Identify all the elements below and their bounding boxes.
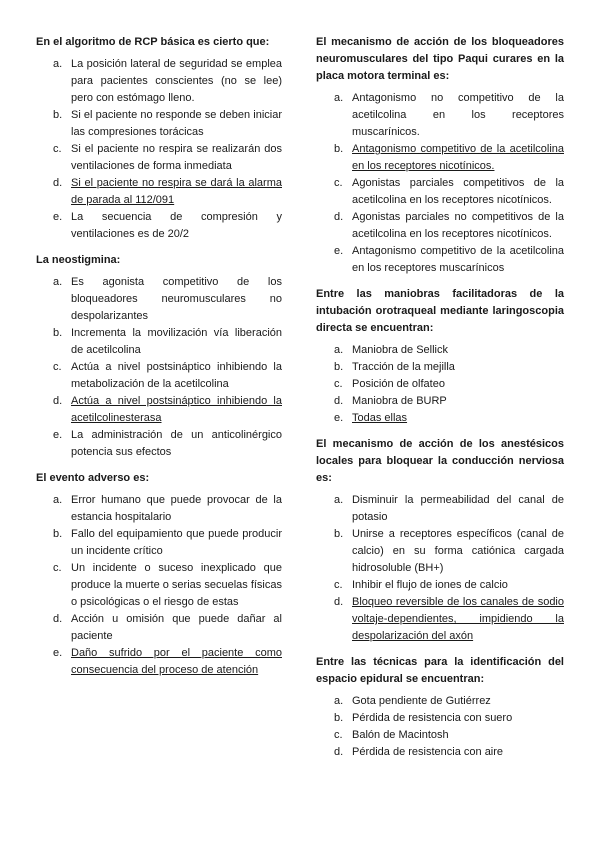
answer-option <box>316 744 564 761</box>
option-letter: e. <box>53 429 63 441</box>
answer-option <box>36 141 282 175</box>
option-letter: a. <box>334 344 344 356</box>
answer-option <box>316 710 564 727</box>
option-letter: d. <box>334 211 344 223</box>
answer-option-correct <box>316 410 564 427</box>
answer-option-correct <box>36 175 282 209</box>
option-text: Agonistas parciales competitivos de la acetilcolina en los receptores nicotínicos. <box>352 177 564 206</box>
option-text: Tracción de la mejilla <box>352 361 455 373</box>
answer-option <box>316 727 564 744</box>
answer-option <box>316 209 564 243</box>
answer-option <box>316 90 564 141</box>
question-title: El evento adverso es: <box>36 472 150 484</box>
option-list <box>36 492 282 679</box>
option-text: Agonistas parciales no competitivos de la acetilcolina en los receptores nicotínicos. <box>352 211 564 240</box>
question-title: El mecanismo de acción de los bloqueadores neuromusculares del tipo Paqui curares en la placa motora terminal es: <box>316 36 564 82</box>
answer-option-correct <box>316 141 564 175</box>
option-text: Actúa a nivel postsináptico inhibiendo la metabolización de la acetilcolina <box>71 361 282 390</box>
question-block <box>36 252 282 461</box>
option-text: Balón de Macintosh <box>352 729 449 741</box>
option-letter: b. <box>334 712 344 724</box>
option-letter: e. <box>334 412 344 424</box>
option-letter: e. <box>334 245 344 257</box>
answer-option <box>36 209 282 243</box>
option-text: Es agonista competitivo de los bloqueadores neuromusculares no despolarizantes <box>71 276 282 322</box>
option-text: Si el paciente no respira se dará la alarma de parada al 112/091 <box>71 177 282 206</box>
option-text: Fallo del equipamiento que puede producir un incidente crítico <box>71 528 282 557</box>
option-letter: d. <box>53 177 63 189</box>
option-letter: d. <box>334 746 344 758</box>
option-letter: c. <box>53 143 62 155</box>
option-text: Antagonismo no competitivo de la acetilcolina en los receptores muscarínicos. <box>352 92 564 138</box>
option-list <box>316 90 564 277</box>
answer-option <box>36 611 282 645</box>
option-text: Si el paciente no responde se deben iniciar las compresiones torácicas <box>71 109 282 138</box>
question-block <box>316 34 564 277</box>
option-text: Inhibir el flujo de iones de calcio <box>352 579 508 591</box>
answer-option <box>316 376 564 393</box>
option-text: Un incidente o suceso inexplicado que produce la muerte o serias secuelas físicas o psicológicas o el riesgo de estas <box>71 562 282 608</box>
question-block <box>316 436 564 645</box>
option-text: La secuencia de compresión y ventilaciones es de 20/2 <box>71 211 282 240</box>
option-text: Pérdida de resistencia con suero <box>352 712 513 724</box>
option-text: Maniobra de BURP <box>352 395 447 407</box>
question-block <box>36 470 282 679</box>
option-text: Bloqueo reversible de los canales de sodio voltaje-dependientes, impidiendo la despolarización del axón <box>352 596 564 642</box>
right-column <box>316 34 564 770</box>
answer-option-correct <box>316 594 564 645</box>
option-text: Antagonismo competitivo de la acetilcolina en los receptores nicotínicos. <box>352 143 564 172</box>
option-letter: c. <box>334 378 343 390</box>
option-letter: b. <box>334 361 344 373</box>
answer-option <box>316 577 564 594</box>
option-text: Si el paciente no respira se realizarán dos ventilaciones de forma inmediata <box>71 143 282 172</box>
option-letter: a. <box>53 58 63 70</box>
option-letter: c. <box>53 562 62 574</box>
option-text: Acción u omisión que puede dañar al paciente <box>71 613 282 642</box>
answer-option <box>316 342 564 359</box>
answer-option <box>316 492 564 526</box>
question-block <box>316 286 564 427</box>
answer-option-correct <box>36 645 282 679</box>
option-letter: a. <box>334 695 344 707</box>
option-letter: d. <box>53 395 63 407</box>
option-text: Todas ellas <box>352 412 408 424</box>
question-block <box>36 34 282 243</box>
option-letter: a. <box>53 276 63 288</box>
option-text: Disminuir la permeabilidad del canal de potasio <box>352 494 564 523</box>
option-letter: c. <box>334 579 343 591</box>
option-letter: c. <box>53 361 62 373</box>
option-text: Maniobra de Sellick <box>352 344 448 356</box>
option-text: Unirse a receptores específicos (canal de calcio) en su forma catiónica cargada hidrosoluble (BH+) <box>352 528 564 574</box>
answer-option <box>36 325 282 359</box>
option-letter: a. <box>334 92 344 104</box>
option-letter: c. <box>334 177 343 189</box>
answer-option <box>36 359 282 393</box>
option-text: Daño sufrido por el paciente como consecuencia del proceso de atención <box>71 647 282 676</box>
option-text: Gota pendiente de Gutiérrez <box>352 695 491 707</box>
answer-option <box>36 56 282 107</box>
option-letter: b. <box>53 327 63 339</box>
option-letter: c. <box>334 729 343 741</box>
option-letter: a. <box>334 494 344 506</box>
answer-option <box>316 243 564 277</box>
option-text: Posición de olfateo <box>352 378 445 390</box>
answer-option <box>316 526 564 577</box>
option-text: Pérdida de resistencia con aire <box>352 746 504 758</box>
option-list <box>36 274 282 461</box>
answer-option <box>36 274 282 325</box>
option-list <box>316 342 564 427</box>
left-column <box>36 34 282 688</box>
option-letter: b. <box>334 528 344 540</box>
answer-option-correct <box>36 393 282 427</box>
answer-option <box>36 427 282 461</box>
option-letter: d. <box>334 395 344 407</box>
option-text: La posición lateral de seguridad se emplea para pacientes conscientes (no se lee) pero con estómago lleno. <box>71 58 282 104</box>
option-list <box>36 56 282 243</box>
option-letter: d. <box>334 596 344 608</box>
question-title: En el algoritmo de RCP básica es cierto que: <box>36 36 270 48</box>
answer-option <box>316 693 564 710</box>
option-letter: b. <box>53 109 63 121</box>
question-title: Entre las técnicas para la identificación del espacio epidural se encuentran: <box>316 656 564 685</box>
answer-option <box>316 175 564 209</box>
option-list <box>316 693 564 761</box>
question-title: La neostigmina: <box>36 254 121 266</box>
answer-option <box>316 359 564 376</box>
question-title: Entre las maniobras facilitadoras de la intubación orotraqueal mediante laringoscopia directa se encuentran: <box>316 288 564 334</box>
option-text: Actúa a nivel postsináptico inhibiendo la acetilcolinesterasa <box>71 395 282 424</box>
option-letter: b. <box>334 143 344 155</box>
option-letter: e. <box>53 211 63 223</box>
option-letter: a. <box>53 494 63 506</box>
answer-option <box>36 492 282 526</box>
question-block <box>316 654 564 761</box>
option-text: Error humano que puede provocar de la estancia hospitalario <box>71 494 282 523</box>
option-letter: e. <box>53 647 63 659</box>
option-text: La administración de un anticolinérgico potencia sus efectos <box>71 429 282 458</box>
option-text: Antagonismo competitivo de la acetilcolina en los receptores muscarínicos <box>352 245 564 274</box>
option-text: Incrementa la movilización vía liberación de acetilcolina <box>71 327 282 356</box>
option-letter: b. <box>53 528 63 540</box>
answer-option <box>36 560 282 611</box>
question-title: El mecanismo de acción de los anestésicos locales para bloquear la conducción nerviosa es: <box>316 438 564 484</box>
answer-option <box>36 526 282 560</box>
answer-option <box>36 107 282 141</box>
answer-option <box>316 393 564 410</box>
option-list <box>316 492 564 645</box>
option-letter: d. <box>53 613 63 625</box>
